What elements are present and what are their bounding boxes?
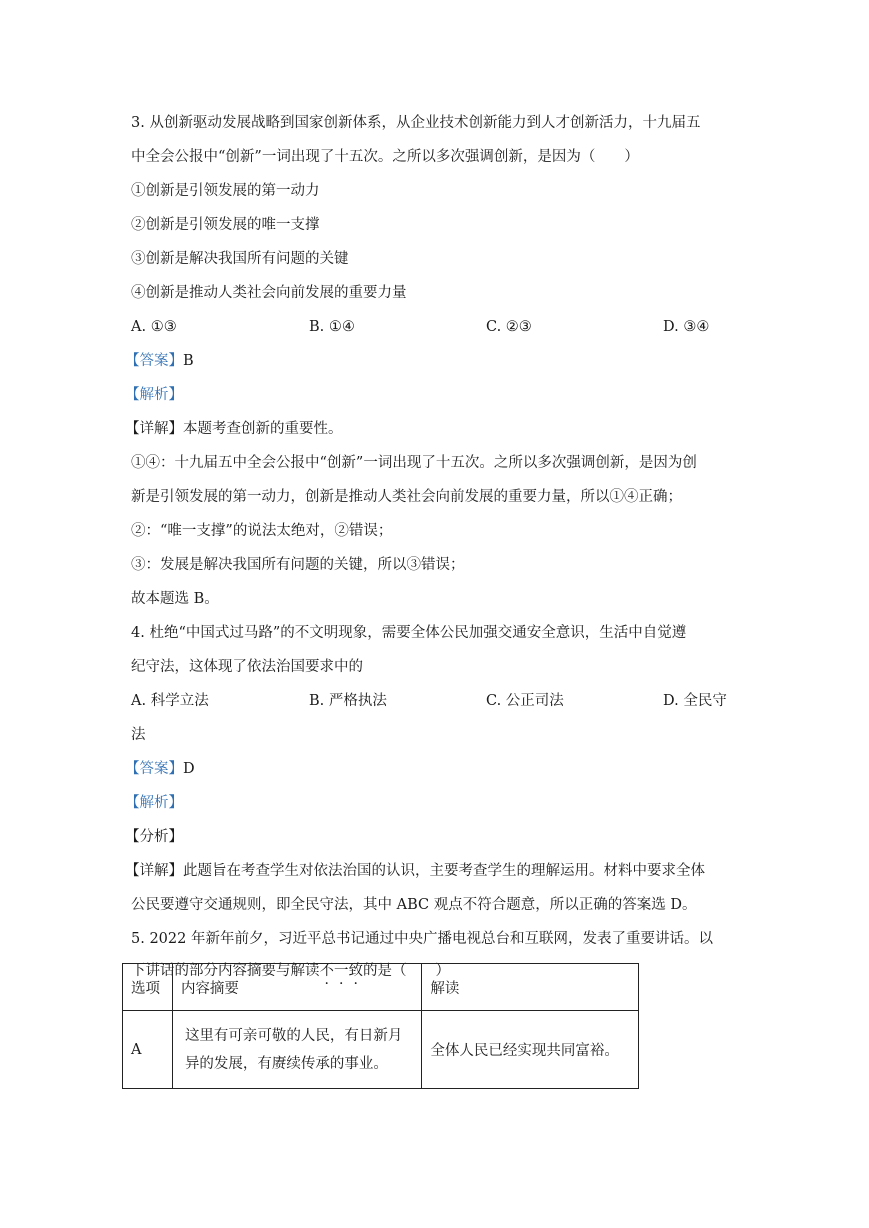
q4-answer <box>125 759 195 779</box>
q3-detail: 【详解】本题考查创新的重要性。 <box>125 421 343 437</box>
q5-stem-line1: 5. 2022 年新年前夕，习近平总书记通过中央广播电视总台和互联网，发表了重要讲话。以 <box>131 931 713 947</box>
q3-explanation-2: ②：“唯一支撑”的说法太绝对，②错误； <box>131 523 393 539</box>
q3-conclusion: 故本题选 B。 <box>131 591 219 607</box>
q3-item-2: ②创新是引领发展的唯一支撑 <box>131 217 320 233</box>
detail-tag: 【详解】 <box>125 421 183 437</box>
q4-stem-line2: 纪守法，这体现了依法治国要求中的 <box>131 659 363 675</box>
emphasis-char: 不 <box>319 963 334 979</box>
q3-explanation-1b: 新是引领发展的第一动力，创新是推动人类社会向前发展的重要力量，所以①④正确； <box>131 489 682 505</box>
q3-option-a: A. ①③ <box>131 319 177 335</box>
q4-detail-line1: 【详解】此题旨在考查学生对依法治国的认识，主要考查学生的理解运用。材料中要求全体 <box>125 863 705 879</box>
answer-value: B <box>183 353 194 369</box>
q4-analysis-tag: 【解析】 <box>125 795 183 811</box>
q3-item-3: ③创新是解决我国所有问题的关键 <box>131 251 349 267</box>
q5-stem-line2: 下讲话的部分内容摘要与解读不一致的是（ ） <box>131 963 450 979</box>
header-summary: 内容摘要 <box>172 964 421 1011</box>
q3-option-c: C. ②③ <box>486 319 532 335</box>
q3-explanation-3: ③：发展是解决我国所有问题的关键，所以③错误； <box>131 557 465 573</box>
emphasis-char: 一 <box>334 963 349 979</box>
q4-option-c: C. 公正司法 <box>486 693 564 709</box>
answer-value: D <box>183 761 195 777</box>
q4-option-a: A. 科学立法 <box>131 693 209 709</box>
emphasis-char: 致 <box>348 963 363 979</box>
q3-stem-line1: 3. 从创新驱动发展战略到国家创新体系，从企业技术创新能力到人才创新活力，十九届五 <box>131 115 701 131</box>
q3-stem-line2: 中全会公报中“创新”一词出现了十五次。之所以多次强调创新，是因为（ ） <box>131 149 639 165</box>
header-option: 选项 <box>123 964 173 1011</box>
q3-option-b: B. ①④ <box>309 319 355 335</box>
cell-reading: 全体人民已经实现共同富裕。 <box>422 1011 639 1089</box>
cell-summary: 这里有可亲可敬的人民，有日新月 异的发展，有赓续传承的事业。 <box>172 1011 421 1089</box>
detail-tag: 【详解】 <box>125 863 183 879</box>
q4-option-d: D. 全民守 <box>663 693 727 709</box>
q4-option-b: B. 严格执法 <box>309 693 387 709</box>
header-reading: 解读 <box>422 964 639 1011</box>
cell-option: A <box>123 1011 173 1089</box>
q3-option-d: D. ③④ <box>663 319 710 335</box>
q3-item-4: ④创新是推动人类社会向前发展的重要力量 <box>131 285 407 301</box>
answer-tag: 【答案】 <box>125 761 183 777</box>
q3-explanation-1a: ①④：十九届五中全会公报中“创新”一词出现了十五次。之所以多次强调创新，是因为创 <box>131 455 697 471</box>
table-row <box>123 1011 639 1089</box>
q4-fenxi-tag: 【分析】 <box>125 829 183 845</box>
q3-item-1: ①创新是引领发展的第一动力 <box>131 183 320 199</box>
q5-table <box>122 963 639 1089</box>
table-header-row <box>123 964 639 1011</box>
answer-tag: 【答案】 <box>125 353 183 369</box>
q4-detail-line2: 公民要遵守交通规则，即全民守法，其中 ABC 观点不符合题意，所以正确的答案选 D。 <box>131 897 697 913</box>
q4-option-d-wrap: 法 <box>131 727 146 743</box>
q3-answer <box>125 351 194 371</box>
q3-analysis-tag: 【解析】 <box>125 387 183 403</box>
q4-stem-line1: 4. 杜绝“中国式过马路”的不文明现象，需要全体公民加强交通安全意识，生活中自觉遵 <box>131 625 687 641</box>
